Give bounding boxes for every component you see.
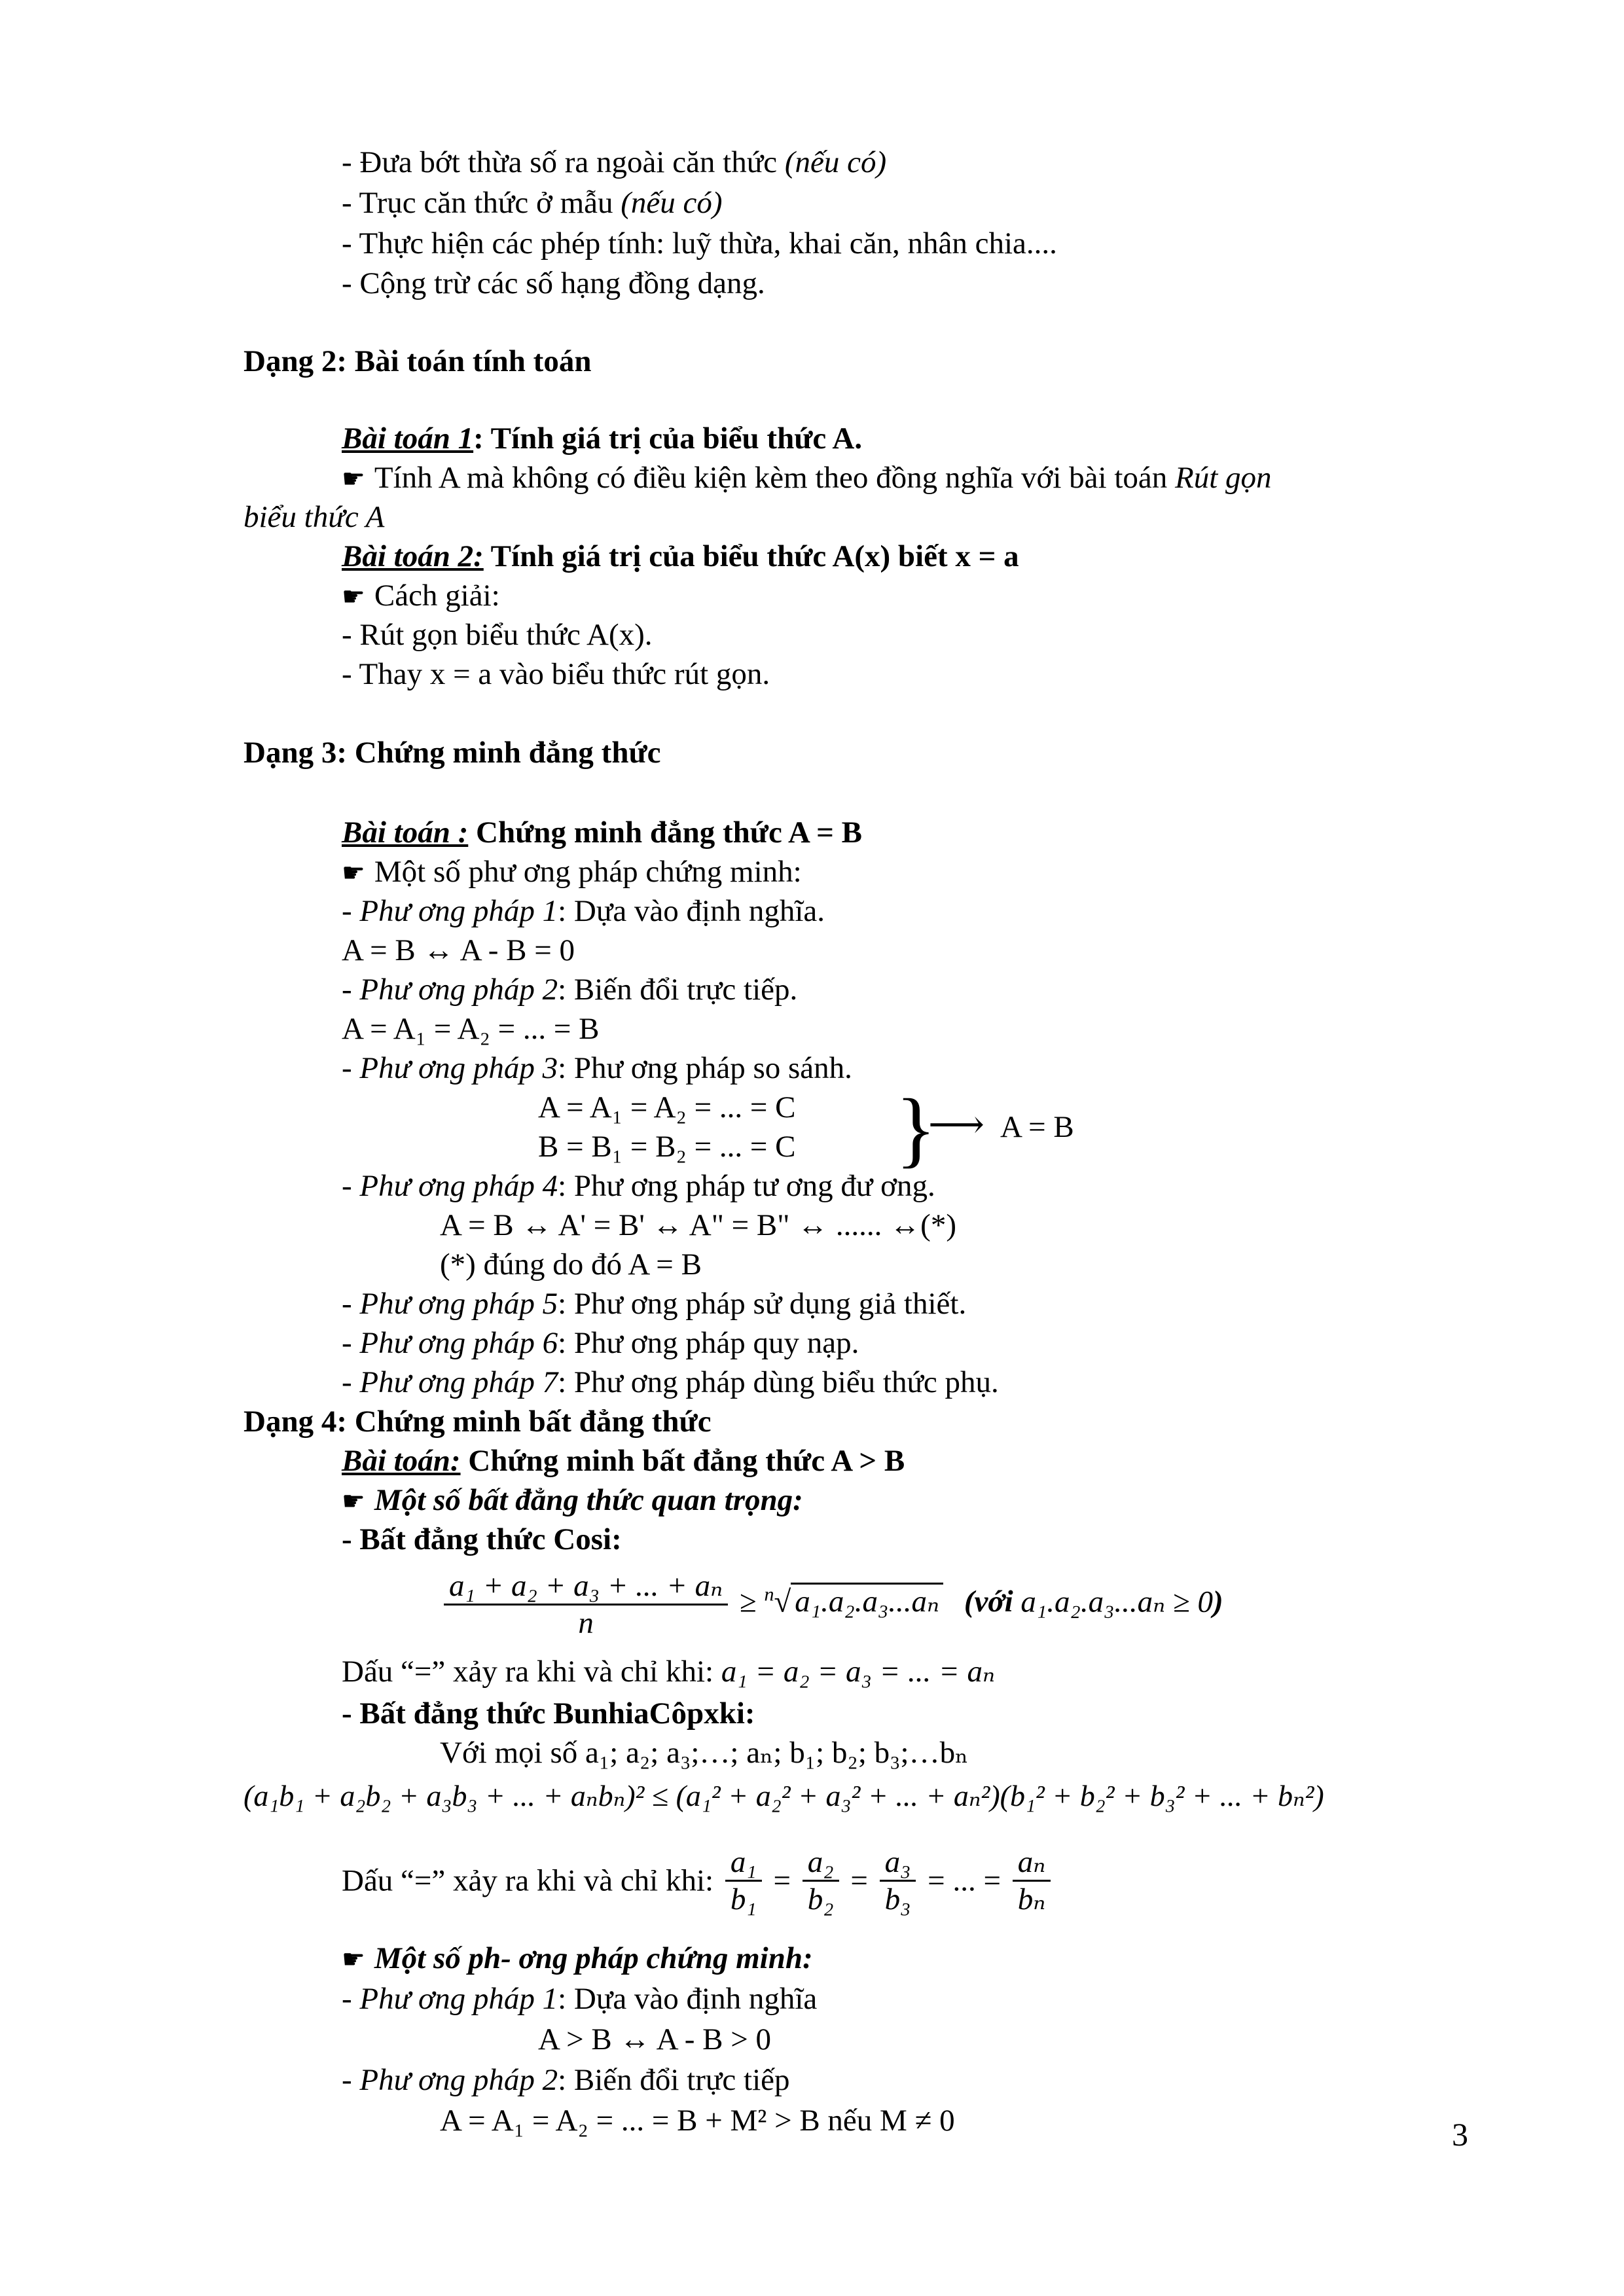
method-6: - Phư ơng pháp 6: Phư ơng pháp quy nạp. bbox=[342, 1326, 859, 1360]
pointing-hand-icon: ☛ bbox=[342, 464, 365, 494]
bunhia-formula: (a₁b₁ + a₂b₂ + a₃b₃ + ... + aₙbₙ)² ≤ (a₁² + a₂² + a₃² + ... + aₙ²)(b₁² + b₂² + b₃² + ... + bₙ²) bbox=[244, 1779, 1324, 1812]
list-item: - Thực hiện các phép tính: luỹ thừa, khai căn, nhân chia.... bbox=[342, 226, 1057, 260]
bunhia-label: - Bất đẳng thức BunhiaCôpxki: bbox=[342, 1696, 755, 1731]
important-inequalities-label: ☛ Một số bất đẳng thức quan trọng: bbox=[342, 1483, 803, 1517]
bunhia-equality: Dấu “=” xảy ra khi và chỉ khi: $\frac{\text{a₁}}{\text{b₁}}$ = $\frac{\text{a₂}}{\text{b₂}}$ = $\frac{\text{a₃}}{\text{b₃}}$ = ... = $\frac{\text{aₙ}}{\text{bₙ}}$ bbox=[342, 1844, 1055, 1917]
method-step: - Rút gọn biểu thức A(x). bbox=[342, 618, 653, 652]
method-7: - Phư ơng pháp 7: Phư ơng pháp dùng biểu thức phụ. bbox=[342, 1365, 999, 1399]
section-heading-dang-3: Dạng 3: Chứng minh đẳng thức bbox=[244, 736, 661, 770]
method-4-conclusion: (*) đúng do đó A = B bbox=[440, 1247, 702, 1282]
section-heading-dang-4: Dạng 4: Chứng minh bất đẳng thức bbox=[244, 1405, 712, 1439]
problem-2-title: Bài toán 2: Tính giá trị của biểu thức A(x) biết x = a bbox=[342, 539, 1019, 573]
cosi-label: - Bất đẳng thức Cosi: bbox=[342, 1522, 622, 1556]
cosi-formula: $\frac{\text{a₁ + a₂ + a₃ + ... + aₙ}}{n}$ ≥ $^n$√ a₁.a₂.a₃...aₙ (với a₁.a₂.a₃...aₙ ≥ 0) bbox=[440, 1568, 1223, 1641]
ineq-method-1: - Phư ơng pháp 1: Dựa vào định nghĩa bbox=[342, 1982, 818, 2016]
pointing-hand-icon: ☛ bbox=[342, 1486, 365, 1516]
list-item: - Trục căn thức ở mẫu (nếu có) bbox=[342, 186, 723, 220]
method-4: - Phư ơng pháp 4: Phư ơng pháp tư ơng đư ơng. bbox=[342, 1169, 935, 1203]
method-3-line-2: B = B₁ = B₂ = ... = C bbox=[538, 1130, 796, 1164]
methods-intro: ☛ Một số phư ơng pháp chứng minh: bbox=[342, 855, 802, 889]
ineq-method-2-formula: A = A₁ = A₂ = ... = B + M² > B nếu M ≠ 0 bbox=[440, 2104, 955, 2138]
method-2: - Phư ơng pháp 2: Biến đổi trực tiếp. bbox=[342, 973, 798, 1007]
method-2-formula: A = A₁ = A₂ = ... = B bbox=[342, 1012, 600, 1046]
method-1: - Phư ơng pháp 1: Dựa vào định nghĩa. bbox=[342, 894, 825, 928]
method-3-line-1: A = A₁ = A₂ = ... = C bbox=[538, 1090, 796, 1124]
bunhia-for-all: Với mọi số a₁; a₂; a₃;…; aₙ; b₁; b₂; b₃;…bₙ bbox=[440, 1736, 969, 1770]
ineq-method-1-formula: A > B ↔ A - B > 0 bbox=[538, 2022, 771, 2056]
list-item: - Cộng trừ các số hạng đồng dạng. bbox=[342, 266, 765, 300]
fraction: $\frac{\text{aₙ}}{\text{bₙ}}$ bbox=[1013, 1844, 1051, 1917]
page-number: 3 bbox=[1452, 2116, 1468, 2153]
method-label: ☛ Cách giải: bbox=[342, 579, 500, 613]
problem-1-note-cont: biểu thức A bbox=[244, 500, 385, 534]
pointing-hand-icon: ☛ bbox=[342, 1945, 365, 1975]
ineq-method-2: - Phư ơng pháp 2: Biến đổi trực tiếp bbox=[342, 2063, 790, 2097]
fraction: $\frac{\text{a₂}}{\text{b₂}}$ bbox=[803, 1844, 839, 1917]
method-1-formula: A = B ↔ A - B = 0 bbox=[342, 933, 575, 967]
problem-title: Bài toán : Chứng minh đẳng thức A = B bbox=[342, 816, 862, 850]
proof-methods-label: ☛ Một số ph- ơng pháp chứng minh: bbox=[342, 1941, 813, 1975]
problem-title: Bài toán: Chứng minh bất đẳng thức A > B bbox=[342, 1444, 905, 1478]
implies-arrow: ⟶ bbox=[928, 1103, 985, 1146]
fraction: $\frac{\text{a₃}}{\text{b₃}}$ bbox=[880, 1844, 916, 1917]
method-4-formula: A = B ↔ A' = B' ↔ A" = B" ↔ ...... ↔(*) bbox=[440, 1208, 956, 1242]
method-5: - Phư ơng pháp 5: Phư ơng pháp sử dụng giả thiết. bbox=[342, 1287, 967, 1321]
method-3: - Phư ơng pháp 3: Phư ơng pháp so sánh. bbox=[342, 1051, 852, 1085]
method-step: - Thay x = a vào biểu thức rút gọn. bbox=[342, 657, 770, 691]
cosi-equality: Dấu “=” xảy ra khi và chỉ khi: a₁ = a₂ = a₃ = ... = aₙ bbox=[342, 1655, 996, 1689]
right-brace: } bbox=[895, 1082, 937, 1176]
section-heading-dang-2: Dạng 2: Bài toán tính toán bbox=[244, 344, 592, 378]
fraction: $\frac{\text{a₁}}{\text{b₁}}$ bbox=[725, 1844, 762, 1917]
method-3-result: A = B bbox=[1000, 1110, 1074, 1144]
pointing-hand-icon: ☛ bbox=[342, 582, 365, 612]
cosi-fraction: $\frac{\text{a₁ + a₂ + a₃ + ... + aₙ}}{n}$ bbox=[444, 1568, 728, 1641]
problem-1-note: ☛ Tính A mà không có điều kiện kèm theo đồng nghĩa với bài toán Rút gọn bbox=[342, 461, 1272, 495]
list-item: - Đưa bớt thừa số ra ngoài căn thức (nếu có) bbox=[342, 145, 887, 179]
problem-1-title: Bài toán 1: Tính giá trị của biểu thức A. bbox=[342, 422, 863, 456]
pointing-hand-icon: ☛ bbox=[342, 858, 365, 888]
